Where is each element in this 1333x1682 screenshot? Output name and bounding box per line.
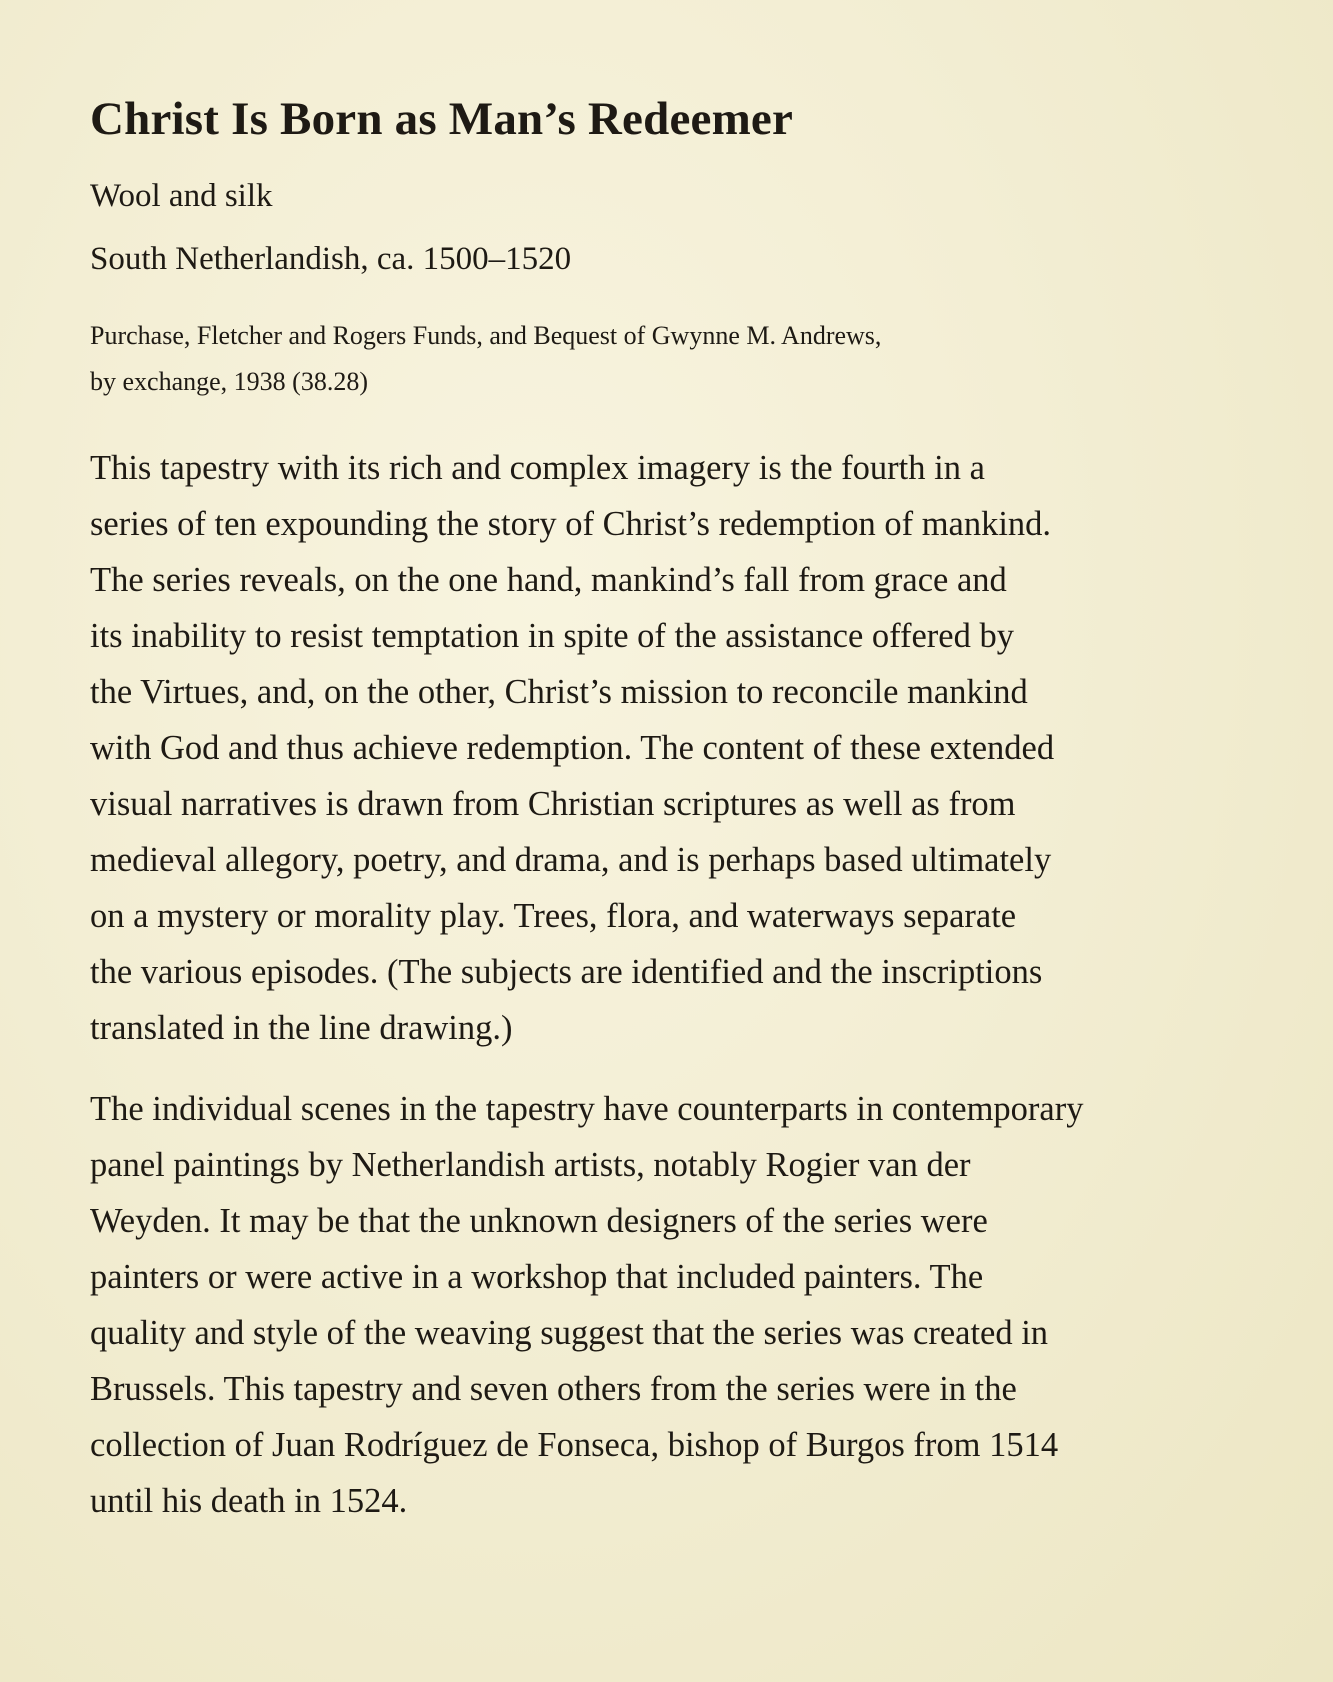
- paragraph-line: translated in the line drawing.): [90, 1009, 513, 1047]
- description-paragraph-1: [90, 440, 1270, 1056]
- paragraph-line: painters or were active in a workshop that included painters. The: [90, 1258, 984, 1296]
- credit-line-text: by exchange, 1938 (38.28): [90, 367, 368, 396]
- paragraph-line: with God and thus achieve redemption. The content of these extended: [90, 729, 1055, 767]
- description-paragraph-2: [90, 1081, 1270, 1529]
- paragraph-line: This tapestry with its rich and complex imagery is the fourth in a: [90, 449, 985, 487]
- paragraph-line: panel paintings by Netherlandish artists, notably Rogier van der: [90, 1146, 971, 1184]
- artwork-material: Wool and silk: [90, 178, 273, 214]
- credit-line-text: Purchase, Fletcher and Rogers Funds, and Bequest of Gwynne M. Andrews,: [90, 321, 882, 350]
- paragraph-line: The series reveals, on the one hand, mankind’s fall from grace and: [90, 561, 1007, 599]
- paragraph-line: the Virtues, and, on the other, Christ’s mission to reconcile mankind: [90, 673, 1028, 711]
- paragraph-line: collection of Juan Rodríguez de Fonseca, bishop of Burgos from 1514: [90, 1426, 1059, 1464]
- paragraph-line: series of ten expounding the story of Christ’s redemption of mankind.: [90, 505, 1052, 543]
- paragraph-line: medieval allegory, poetry, and drama, and is perhaps based ultimately: [90, 841, 1052, 879]
- paragraph-line: The individual scenes in the tapestry have counterparts in contemporary: [90, 1090, 1084, 1128]
- paragraph-line: on a mystery or morality play. Trees, flora, and waterways separate: [90, 897, 1017, 935]
- paragraph-line: Weyden. It may be that the unknown designers of the series were: [90, 1202, 988, 1240]
- paragraph-line: the various episodes. (The subjects are identified and the inscriptions: [90, 953, 1043, 991]
- paragraph-line: its inability to resist temptation in spite of the assistance offered by: [90, 617, 1014, 655]
- artwork-title: Christ Is Born as Man’s Redeemer: [90, 93, 794, 145]
- paragraph-line: quality and style of the weaving suggest that the series was created in: [90, 1314, 1049, 1352]
- artwork-origin: South Netherlandish, ca. 1500–1520: [90, 241, 572, 277]
- paragraph-line: Brussels. This tapestry and seven others from the series were in the: [90, 1370, 1017, 1408]
- credit-line: [90, 313, 1250, 405]
- paragraph-line: until his death in 1524.: [90, 1482, 408, 1520]
- paragraph-line: visual narratives is drawn from Christian scriptures as well as from: [90, 785, 1016, 823]
